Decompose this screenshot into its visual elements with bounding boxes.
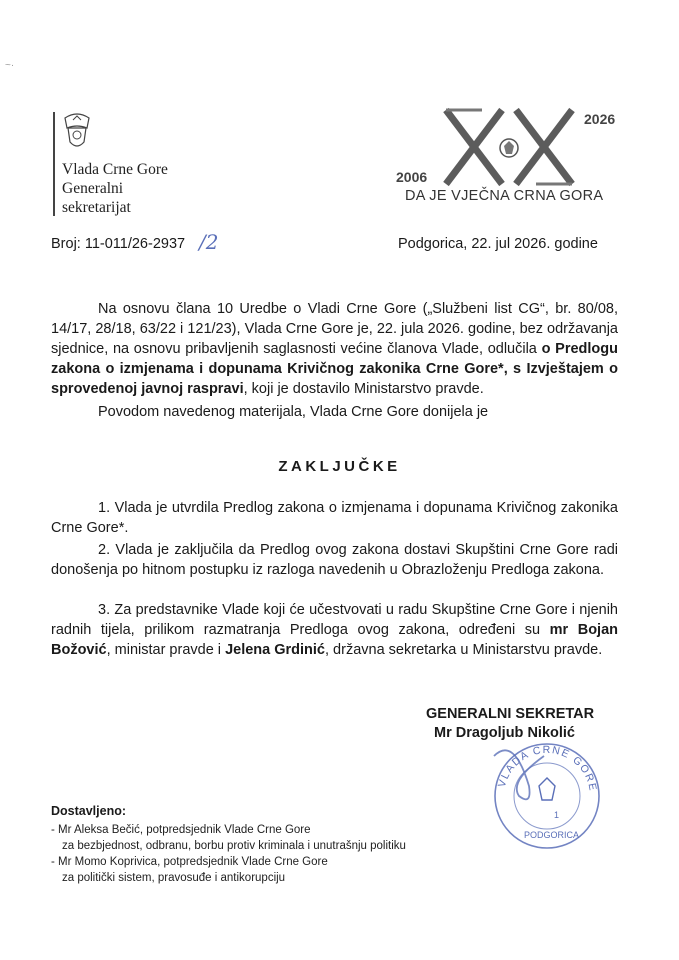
conclusion-3-text-c: , državna sekretarka u Ministarstvu pravde. xyxy=(325,642,603,658)
distribution-item-2-detail: za politički sistem, pravosuđe i antikorupciju xyxy=(62,872,286,884)
representative-1: mr Bojan Božović xyxy=(51,622,619,658)
intro-paragraph xyxy=(51,299,618,399)
emblem-year-start: 2006 xyxy=(396,169,428,185)
intro-text-a: Na osnovu člana 10 Uredbe o Vladi Crne Gore („Službeni list CG“, br. 80/08, 14/17, 28/18, 63/22 i 121/23), Vlada Crne Gore je, 22. jula 2026. godine, bez održavanja sjednice, na osnovu pribavljenih saglasnosti većine članova Vlade, odlučila xyxy=(51,301,618,357)
issuer-block xyxy=(62,160,168,217)
conclusion-3-text-b: , ministar pravde i xyxy=(106,642,222,658)
stamp-arc-text: VLADA CRNE GORE xyxy=(495,743,599,793)
issuer-line-2: Generalni xyxy=(62,180,124,197)
representative-2: Jelena Grdinić xyxy=(225,642,325,658)
emblem-year-end: 2026 xyxy=(584,111,616,127)
stamp-number: 1 xyxy=(554,810,560,820)
decision-intro: Povodom navedenog materijala, Vlada Crne Gore donijela je xyxy=(98,404,489,420)
document-title: ZAKLJUČKE xyxy=(278,458,401,475)
intro-text-c: , koji je dostavilo Ministarstvo pravde. xyxy=(243,381,484,397)
coat-of-arms-icon xyxy=(62,112,92,152)
emblem-slogan: DA JE VJEČNA CRNA GORA xyxy=(405,188,604,204)
handwritten-suffix: /2 xyxy=(199,230,219,254)
distribution-item-2: - Mr Momo Koprivica, potpredsjednik Vlade Crne Gore xyxy=(51,856,328,868)
svg-text:VLADA CRNE GORE xyxy=(496,744,599,793)
signatory-title: GENERALNI SEKRETAR xyxy=(426,706,595,722)
signatory-name: Mr Dragoljub Nikolić xyxy=(434,725,575,741)
stamp-city: PODGORICA xyxy=(524,830,580,840)
place-and-date: Podgorica, 22. jul 2026. godine xyxy=(398,236,598,252)
margin-mark: ~· xyxy=(5,60,15,71)
issuer-line-1: Vlada Crne Gore xyxy=(62,161,168,178)
distribution-heading: Dostavljeno: xyxy=(51,804,127,818)
issuer-line-3: sekretarijat xyxy=(62,199,131,216)
distribution-item-1-detail: za bezbjednost, odbranu, borbu protiv kriminala i unutrašnju politiku xyxy=(62,840,406,852)
conclusion-1: 1. Vlada je utvrdila Predlog zakona o izmjenama i dopunama Krivičnog zakonika Crne Gore*. xyxy=(51,500,618,536)
intro-subject: o Predlogu zakona o izmjenama i dopunama Krivičnog zakonika Crne Gore*, s Izvještajem o sprovedenoj javnoj raspravi xyxy=(51,341,618,397)
conclusion-3 xyxy=(51,600,618,660)
official-stamp xyxy=(484,726,610,854)
reference-number: Broj: 11-011/26-2937 xyxy=(51,236,186,252)
header-divider xyxy=(53,112,55,216)
conclusion-3-text-a: 3. Za predstavnike Vlade koji će učestvovati u radu Skupštine Crne Gore i njenih radnih tijela, prilikom razmatranja Predloga ovog zakona, određeni su xyxy=(51,602,618,638)
distribution-item-1: - Mr Aleksa Bečić, potpredsjednik Vlade Crne Gore xyxy=(51,824,311,836)
conclusion-2: 2. Vlada je zaključila da Predlog ovog zakona dostavi Skupštini Crne Gore radi donošenja po hitnom postupku iz razloga navedenih u Obrazloženju Predloga zakona. xyxy=(51,542,618,578)
